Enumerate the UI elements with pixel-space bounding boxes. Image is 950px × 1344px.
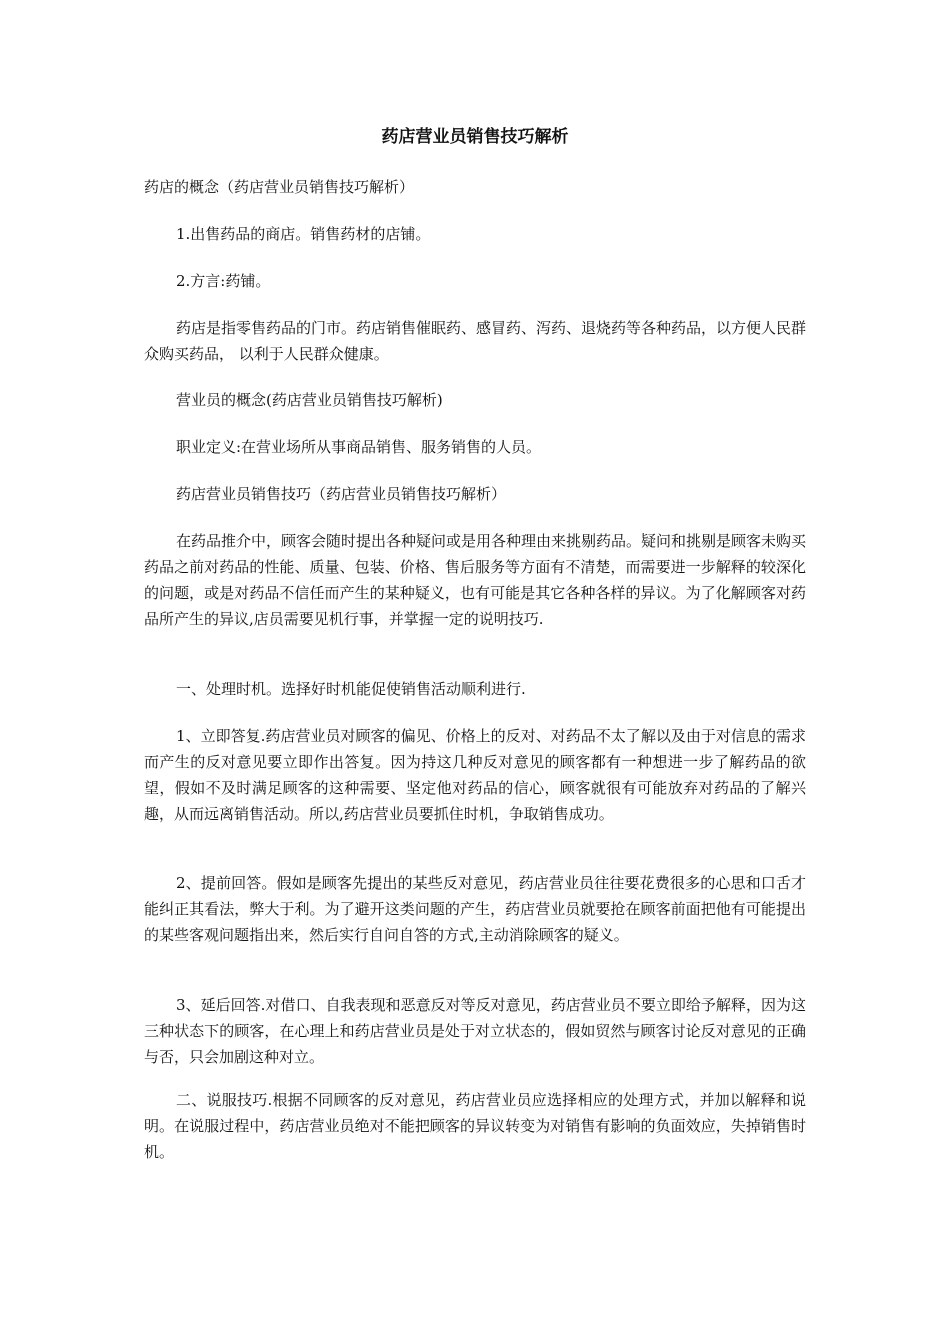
paragraph-delayed-answer: 3、延后回答.对借口、自我表现和恶意反对等反对意见，药店营业员不要立即给予解释，因为这三种状态下的顾客，在心理上和药店营业员是处于对立状态的，假如贸然与顾客讨论反对意见的正确与否，只会加剧这种对立。 — [144, 996, 806, 1066]
paragraph-pharmacy-description: 药店是指零售药品的门市。药店销售催眠药、感冒药、泻药、退烧药等各种药品，以方便人民群众购买药品， 以利于人民群众健康。 — [144, 319, 807, 363]
paragraph-section-timing: 一、处理时机。选择好时机能促使销售活动顺利进行. — [176, 680, 526, 698]
paragraph-immediate-answer: 1、立即答复.药店营业员对顾客的偏见、价格上的反对、对药品不太了解以及由于对信息的需求而产生的反对意见要立即作出答复。因为持这几种反对意见的顾客都有一种想进一步了解药品的欲望，假如不及时满足顾客的这种需要、坚定他对药品的信心，顾客就很有可能放弃对药品的了解兴趣，从而远离销售活动。所以,药店营业员要抓住时机，争取销售成功。 — [144, 727, 806, 823]
paragraph-early-answer: 2、提前回答。假如是顾客先提出的某些反对意见，药店营业员往往要花费很多的心思和口舌才能纠正其看法，弊大于利。为了避开这类问题的产生，药店营业员就要抢在顾客前面把他有可能提出的某些客观问题指出来，然后实行自问自答的方式,主动消除顾客的疑义。 — [144, 874, 806, 944]
document-title: 药店营业员销售技巧解析 — [381, 127, 569, 147]
paragraph-persuasion-skills: 二、说服技巧.根据不同顾客的反对意见，药店营业员应选择相应的处理方式，并加以解释和说明。在说服过程中，药店营业员绝对不能把顾客的异议转变为对销售有影响的负面效应，失掉销售时机。 — [144, 1091, 806, 1161]
paragraph-pharmacy-concept-heading: 药店的概念（药店营业员销售技巧解析） — [144, 178, 415, 196]
paragraph-sales-skills-heading: 药店营业员销售技巧（药店营业员销售技巧解析） — [176, 485, 507, 503]
paragraph-definition-2: 2.方言:药铺。 — [176, 272, 271, 290]
paragraph-sales-intro: 在药品推介中，顾客会随时提出各种疑问或是用各种理由来挑剔药品。疑问和挑剔是顾客未购买药品之前对药品的性能、质量、包装、价格、售后服务等方面有不清楚，而需要进一步解释的较深化的问题，或是对药品不信任而产生的某种疑义，也有可能是其它各种各样的异议。为了化解顾客对药品所产生的异议,店员需要见机行事，并掌握一定的说明技巧. — [144, 532, 807, 628]
paragraph-occupation-definition: 职业定义:在营业场所从事商品销售、服务销售的人员。 — [176, 438, 542, 456]
paragraph-salesperson-concept-heading: 营业员的概念(药店营业员销售技巧解析) — [176, 391, 443, 409]
paragraph-definition-1: 1.出售药品的商店。销售药材的店铺。 — [176, 225, 431, 243]
